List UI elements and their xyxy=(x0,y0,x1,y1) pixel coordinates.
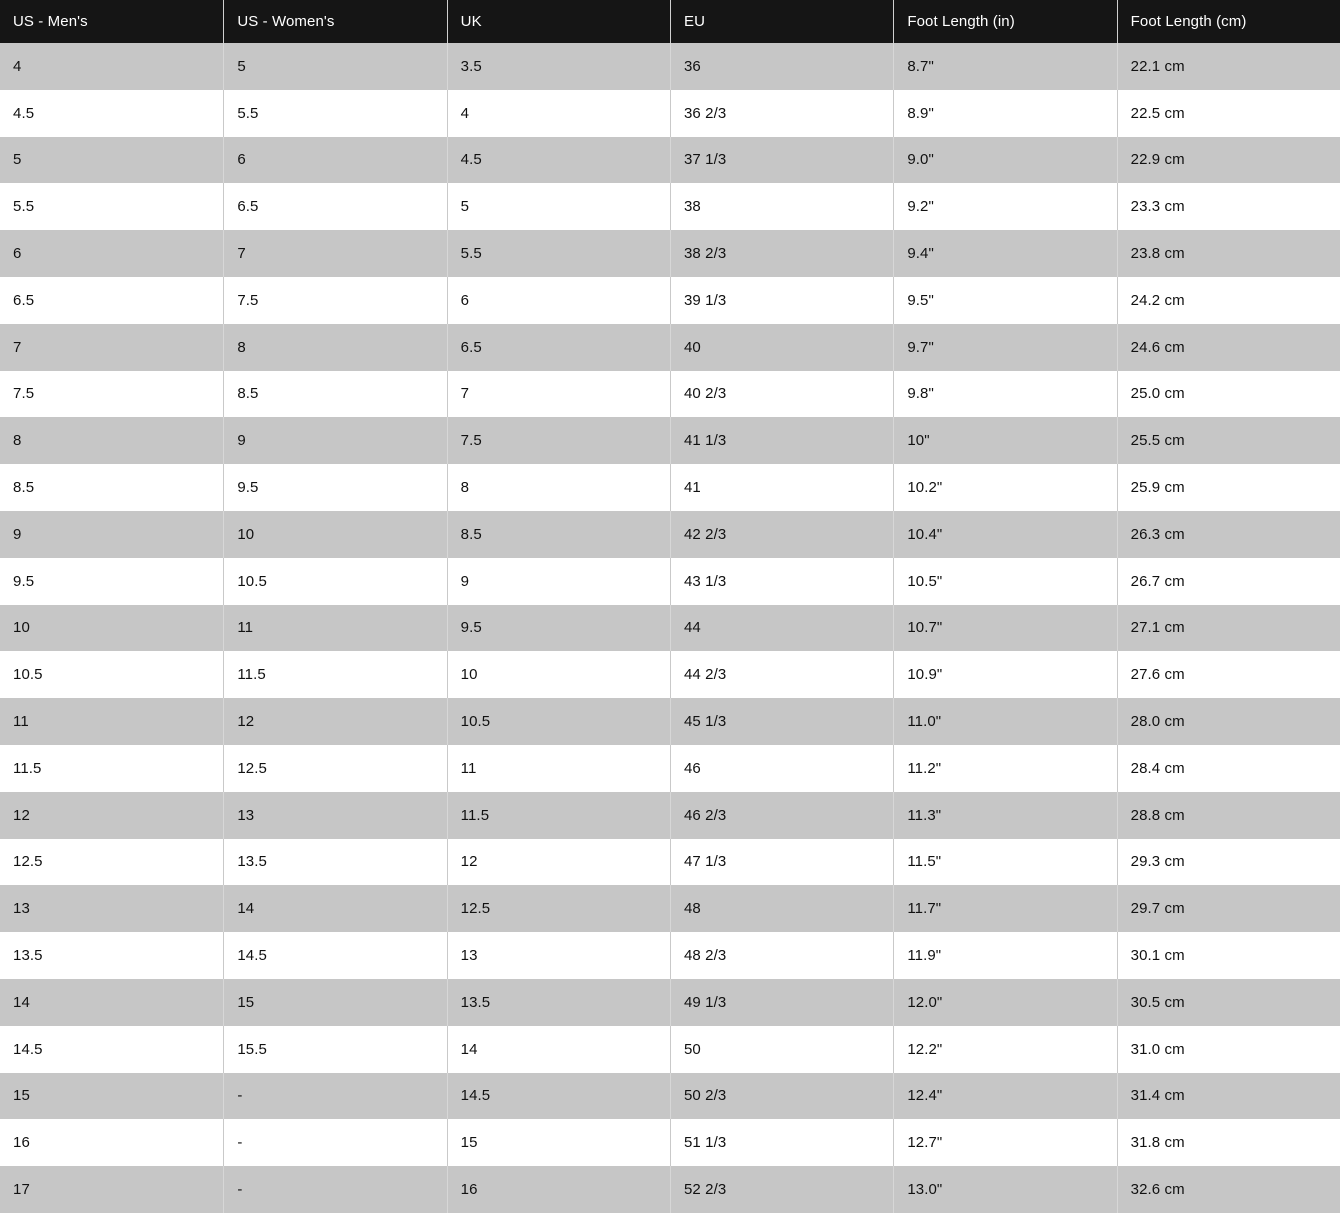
cell-us-mens: 13.5 xyxy=(13,947,43,965)
cell-us-mens: 8.5 xyxy=(13,479,35,497)
cell-foot-length-in: 12.0" xyxy=(893,979,1116,1026)
cell-eu: 45 1/3 xyxy=(670,698,893,745)
cell-eu: 49 1/3 xyxy=(670,979,893,1026)
cell-foot-length-cm: 23.8 cm xyxy=(1117,230,1340,277)
cell-eu: 40 2/3 xyxy=(670,371,893,418)
cell-foot-length-in: 10" xyxy=(893,417,1116,464)
table-row xyxy=(0,605,1340,652)
table-row xyxy=(0,1166,1340,1213)
cell-us-mens: 8 xyxy=(13,432,22,450)
cell-eu: 37 1/3 xyxy=(670,137,893,184)
cell-us-mens: 7 xyxy=(13,338,22,356)
table-row xyxy=(0,651,1340,698)
cell-us-womens: 7 xyxy=(223,230,446,277)
table-row xyxy=(0,137,1340,184)
table-row xyxy=(0,277,1340,324)
cell-uk: 6 xyxy=(447,277,670,324)
cell-us-mens: 4.5 xyxy=(13,104,35,122)
cell-foot-length-cm: 25.5 cm xyxy=(1117,417,1340,464)
cell-eu: 48 2/3 xyxy=(670,932,893,979)
cell-us-womens: 12 xyxy=(223,698,446,745)
table-row xyxy=(0,885,1340,932)
cell-foot-length-in: 12.2" xyxy=(893,1026,1116,1073)
cell-us-mens: 10 xyxy=(13,619,30,637)
cell-uk: 11.5 xyxy=(447,792,670,839)
cell-us-mens: 9.5 xyxy=(13,572,35,590)
cell-eu: 44 xyxy=(670,605,893,652)
cell-eu: 48 xyxy=(670,885,893,932)
table-row xyxy=(0,464,1340,511)
table-row xyxy=(0,183,1340,230)
cell-uk: 15 xyxy=(447,1119,670,1166)
cell-eu: 44 2/3 xyxy=(670,651,893,698)
cell-us-mens: 5.5 xyxy=(13,198,35,216)
cell-us-mens: 5 xyxy=(13,151,22,169)
table-row xyxy=(0,43,1340,90)
cell-foot-length-in: 11.3" xyxy=(893,792,1116,839)
cell-foot-length-in: 10.5" xyxy=(893,558,1116,605)
cell-uk: 4 xyxy=(447,90,670,137)
cell-us-womens: 13.5 xyxy=(223,839,446,886)
table-row xyxy=(0,792,1340,839)
cell-uk: 6.5 xyxy=(447,324,670,371)
table-row xyxy=(0,511,1340,558)
cell-foot-length-cm: 22.9 cm xyxy=(1117,137,1340,184)
cell-us-womens: - xyxy=(223,1119,446,1166)
cell-uk: 10.5 xyxy=(447,698,670,745)
table-row xyxy=(0,932,1340,979)
cell-us-womens: 13 xyxy=(223,792,446,839)
cell-us-mens: 12 xyxy=(13,806,30,824)
cell-us-womens: 15.5 xyxy=(223,1026,446,1073)
cell-eu: 50 2/3 xyxy=(670,1073,893,1120)
cell-foot-length-cm: 24.6 cm xyxy=(1117,324,1340,371)
cell-uk: 12.5 xyxy=(447,885,670,932)
cell-uk: 7.5 xyxy=(447,417,670,464)
table-row xyxy=(0,324,1340,371)
column-header-us-mens: US - Men's xyxy=(13,13,88,30)
cell-foot-length-in: 12.4" xyxy=(893,1073,1116,1120)
cell-us-womens: 14.5 xyxy=(223,932,446,979)
cell-foot-length-in: 11.0" xyxy=(893,698,1116,745)
table-header-row xyxy=(0,0,1340,43)
cell-us-mens: 4 xyxy=(13,57,22,75)
cell-uk: 9.5 xyxy=(447,605,670,652)
cell-foot-length-in: 11.7" xyxy=(893,885,1116,932)
cell-foot-length-cm: 28.8 cm xyxy=(1117,792,1340,839)
table-row xyxy=(0,1026,1340,1073)
table-row xyxy=(0,1119,1340,1166)
cell-uk: 5 xyxy=(447,183,670,230)
cell-uk: 10 xyxy=(447,651,670,698)
cell-foot-length-in: 9.4" xyxy=(893,230,1116,277)
cell-foot-length-cm: 32.6 cm xyxy=(1117,1166,1340,1213)
cell-foot-length-in: 9.2" xyxy=(893,183,1116,230)
cell-foot-length-cm: 28.0 cm xyxy=(1117,698,1340,745)
cell-eu: 38 xyxy=(670,183,893,230)
cell-foot-length-in: 9.8" xyxy=(893,371,1116,418)
cell-uk: 12 xyxy=(447,839,670,886)
cell-us-womens: 6.5 xyxy=(223,183,446,230)
cell-foot-length-in: 13.0" xyxy=(893,1166,1116,1213)
cell-us-mens: 13 xyxy=(13,900,30,918)
cell-foot-length-cm: 27.6 cm xyxy=(1117,651,1340,698)
cell-us-womens: 10 xyxy=(223,511,446,558)
table-row xyxy=(0,90,1340,137)
cell-us-mens: 15 xyxy=(13,1087,30,1105)
cell-foot-length-cm: 26.3 cm xyxy=(1117,511,1340,558)
cell-us-womens: 8 xyxy=(223,324,446,371)
cell-eu: 36 2/3 xyxy=(670,90,893,137)
cell-foot-length-cm: 30.5 cm xyxy=(1117,979,1340,1026)
cell-us-womens: 10.5 xyxy=(223,558,446,605)
cell-us-womens: 14 xyxy=(223,885,446,932)
cell-eu: 41 xyxy=(670,464,893,511)
table-row xyxy=(0,698,1340,745)
cell-foot-length-in: 8.9" xyxy=(893,90,1116,137)
cell-foot-length-cm: 22.1 cm xyxy=(1117,43,1340,90)
cell-eu: 36 xyxy=(670,43,893,90)
cell-us-womens: 9.5 xyxy=(223,464,446,511)
cell-foot-length-cm: 23.3 cm xyxy=(1117,183,1340,230)
cell-eu: 46 xyxy=(670,745,893,792)
cell-eu: 50 xyxy=(670,1026,893,1073)
cell-us-mens: 16 xyxy=(13,1134,30,1152)
cell-uk: 13 xyxy=(447,932,670,979)
cell-uk: 8 xyxy=(447,464,670,511)
column-header-uk: UK xyxy=(447,0,670,43)
cell-eu: 42 2/3 xyxy=(670,511,893,558)
cell-eu: 51 1/3 xyxy=(670,1119,893,1166)
cell-eu: 46 2/3 xyxy=(670,792,893,839)
cell-foot-length-cm: 25.0 cm xyxy=(1117,371,1340,418)
cell-us-mens: 7.5 xyxy=(13,385,35,403)
table-row xyxy=(0,230,1340,277)
cell-uk: 8.5 xyxy=(447,511,670,558)
table-row xyxy=(0,979,1340,1026)
cell-foot-length-cm: 29.3 cm xyxy=(1117,839,1340,886)
cell-uk: 5.5 xyxy=(447,230,670,277)
cell-us-mens: 14 xyxy=(13,993,30,1011)
cell-foot-length-cm: 27.1 cm xyxy=(1117,605,1340,652)
cell-foot-length-cm: 31.8 cm xyxy=(1117,1119,1340,1166)
cell-us-mens: 17 xyxy=(13,1181,30,1199)
cell-foot-length-in: 10.7" xyxy=(893,605,1116,652)
cell-eu: 52 2/3 xyxy=(670,1166,893,1213)
cell-foot-length-in: 11.9" xyxy=(893,932,1116,979)
table-row xyxy=(0,745,1340,792)
cell-us-mens: 6.5 xyxy=(13,291,35,309)
cell-uk: 7 xyxy=(447,371,670,418)
cell-foot-length-in: 9.5" xyxy=(893,277,1116,324)
cell-uk: 14 xyxy=(447,1026,670,1073)
cell-foot-length-cm: 31.4 cm xyxy=(1117,1073,1340,1120)
cell-eu: 38 2/3 xyxy=(670,230,893,277)
table-row xyxy=(0,839,1340,886)
cell-foot-length-in: 9.7" xyxy=(893,324,1116,371)
cell-us-womens: - xyxy=(223,1166,446,1213)
cell-foot-length-cm: 31.0 cm xyxy=(1117,1026,1340,1073)
table-row xyxy=(0,417,1340,464)
cell-uk: 9 xyxy=(447,558,670,605)
cell-uk: 3.5 xyxy=(447,43,670,90)
cell-foot-length-in: 10.2" xyxy=(893,464,1116,511)
cell-foot-length-in: 8.7" xyxy=(893,43,1116,90)
cell-us-mens: 10.5 xyxy=(13,666,43,684)
table-body xyxy=(0,43,1340,1213)
cell-foot-length-in: 9.0" xyxy=(893,137,1116,184)
cell-foot-length-cm: 22.5 cm xyxy=(1117,90,1340,137)
cell-us-womens: 7.5 xyxy=(223,277,446,324)
cell-us-womens: - xyxy=(223,1073,446,1120)
cell-uk: 4.5 xyxy=(447,137,670,184)
table-row xyxy=(0,558,1340,605)
column-header-us-womens: US - Women's xyxy=(223,0,446,43)
cell-foot-length-cm: 28.4 cm xyxy=(1117,745,1340,792)
cell-eu: 41 1/3 xyxy=(670,417,893,464)
cell-foot-length-in: 11.2" xyxy=(893,745,1116,792)
cell-foot-length-cm: 26.7 cm xyxy=(1117,558,1340,605)
cell-uk: 16 xyxy=(447,1166,670,1213)
cell-foot-length-in: 12.7" xyxy=(893,1119,1116,1166)
table-row xyxy=(0,1073,1340,1120)
cell-uk: 13.5 xyxy=(447,979,670,1026)
cell-uk: 14.5 xyxy=(447,1073,670,1120)
cell-eu: 47 1/3 xyxy=(670,839,893,886)
cell-us-womens: 8.5 xyxy=(223,371,446,418)
cell-eu: 39 1/3 xyxy=(670,277,893,324)
cell-us-womens: 5.5 xyxy=(223,90,446,137)
column-header-foot-length-in: Foot Length (in) xyxy=(893,0,1116,43)
cell-us-womens: 9 xyxy=(223,417,446,464)
cell-us-mens: 11.5 xyxy=(13,759,42,777)
cell-foot-length-in: 11.5" xyxy=(893,839,1116,886)
cell-foot-length-in: 10.9" xyxy=(893,651,1116,698)
cell-eu: 43 1/3 xyxy=(670,558,893,605)
cell-us-mens: 11 xyxy=(13,713,29,731)
table-row xyxy=(0,371,1340,418)
column-header-foot-length-cm: Foot Length (cm) xyxy=(1117,0,1340,43)
cell-foot-length-cm: 25.9 cm xyxy=(1117,464,1340,511)
cell-us-womens: 11 xyxy=(223,605,446,652)
cell-foot-length-in: 10.4" xyxy=(893,511,1116,558)
cell-us-womens: 5 xyxy=(223,43,446,90)
cell-us-mens: 6 xyxy=(13,245,22,263)
cell-us-womens: 12.5 xyxy=(223,745,446,792)
cell-us-mens: 14.5 xyxy=(13,1040,43,1058)
cell-foot-length-cm: 29.7 cm xyxy=(1117,885,1340,932)
cell-us-womens: 11.5 xyxy=(223,651,446,698)
cell-us-mens: 12.5 xyxy=(13,853,43,871)
cell-eu: 40 xyxy=(670,324,893,371)
cell-us-mens: 9 xyxy=(13,525,22,543)
cell-foot-length-cm: 24.2 cm xyxy=(1117,277,1340,324)
cell-foot-length-cm: 30.1 cm xyxy=(1117,932,1340,979)
cell-uk: 11 xyxy=(447,745,670,792)
cell-us-womens: 6 xyxy=(223,137,446,184)
cell-us-womens: 15 xyxy=(223,979,446,1026)
column-header-eu: EU xyxy=(670,0,893,43)
